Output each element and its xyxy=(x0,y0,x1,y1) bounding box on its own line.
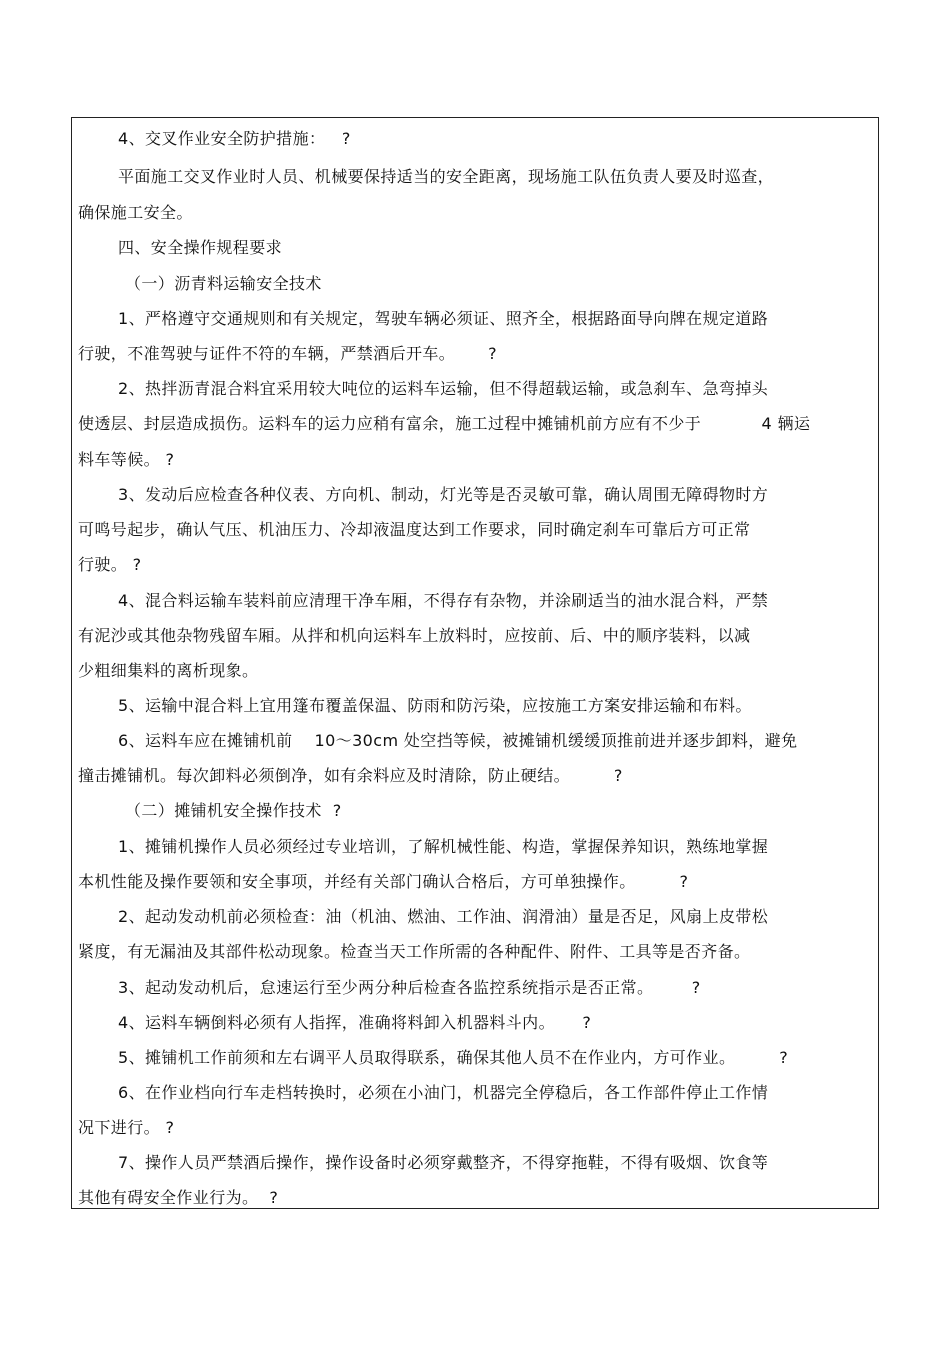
paragraph-line: 行驶。 ? xyxy=(78,555,142,574)
paragraph-line: 4、运料车辆倒料必须有人指挥，准确将料卸入机器料斗内。 ? xyxy=(118,1013,592,1032)
paragraph-line: 1、严格遵守交通规则和有关规定，驾驶车辆必须证、照齐全，根据路面导向牌在规定道路 xyxy=(118,309,769,328)
paragraph-line: 2、起动发动机前必须检查：油（机油、燃油、工作油、润滑油）量是否足，风扇上皮带松 xyxy=(118,907,769,926)
paragraph-line: 本机性能及操作要领和安全事项，并经有关部门确认合格后，方可单独操作。 ? xyxy=(78,872,689,891)
paragraph-line: 撞击摊铺机。每次卸料必须倒净，如有余料应及时清除，防止硬结。 ? xyxy=(78,766,623,785)
paragraph-line: 可鸣号起步，确认气压、机油压力、冷却液温度达到工作要求，同时确定刹车可靠后方可正常 xyxy=(78,520,751,539)
paragraph-line: 使透层、封层造成损伤。运料车的运力应稍有富余，施工过程中摊铺机前方应有不少于 4 辆运 xyxy=(78,414,811,433)
paragraph-line: 6、运料车应在摊铺机前 10～30cm 处空挡等候，被摊铺机缓缓顶推前进并逐步卸料，避免 xyxy=(118,731,798,750)
paragraph-line: 平面施工交叉作业时人员、机械要保持适当的安全距离，现场施工队伍负责人要及时巡查， xyxy=(118,167,775,186)
paragraph-line: 3、起动发动机后，怠速运行至少两分种后检查各监控系统指示是否正常。 ? xyxy=(118,978,701,997)
subsection-heading-transport: （一）沥青料运输安全技术 xyxy=(125,274,322,293)
paragraph-line: 有泥沙或其他杂物残留车厢。从拌和机向运料车上放料时，应按前、后、中的顺序装料，以减 xyxy=(78,626,751,645)
paragraph-line: 5、摊铺机工作前须和左右调平人员取得联系，确保其他人员不在作业内，方可作业。 ? xyxy=(118,1048,789,1067)
paragraph-line: 7、操作人员严禁酒后操作，操作设备时必须穿戴整齐，不得穿拖鞋，不得有吸烟、饮食等 xyxy=(118,1153,769,1172)
paragraph-line: 3、发动后应检查各种仪表、方向机、制动，灯光等是否灵敏可靠，确认周围无障碍物时方 xyxy=(118,485,769,504)
paragraph-line: 况下进行。 ? xyxy=(78,1118,175,1137)
paragraph-line: 确保施工安全。 xyxy=(78,203,193,222)
paragraph-line: 6、在作业档向行车走档转换时，必须在小油门，机器完全停稳后，各工作部件停止工作情 xyxy=(118,1083,769,1102)
subsection-heading-paver: （二）摊铺机安全操作技术 ? xyxy=(125,801,342,820)
paragraph-line: 5、运输中混合料上宜用篷布覆盖保温、防雨和防污染，应按施工方案安排运输和布料。 xyxy=(118,696,752,715)
item-cross-work-heading: 4、交叉作业安全防护措施： ? xyxy=(118,129,351,148)
paragraph-line: 行驶，不准驾驶与证件不符的车辆，严禁酒后开车。 ? xyxy=(78,344,498,363)
paragraph-line: 其他有碍安全作业行为。 ? xyxy=(78,1188,279,1207)
paragraph-line: 4、混合料运输车装料前应清理干净车厢，不得存有杂物，并涂刷适当的油水混合料，严禁 xyxy=(118,591,769,610)
paragraph-line: 少粗细集料的离析现象。 xyxy=(78,661,259,680)
paragraph-line: 1、摊铺机操作人员必须经过专业培训，了解机械性能、构造，掌握保养知识，熟练地掌握 xyxy=(118,837,769,856)
paragraph-line: 2、热拌沥青混合料宜采用较大吨位的运料车运输，但不得超载运输，或急刹车、急弯掉头 xyxy=(118,379,769,398)
paragraph-line: 紧度，有无漏油及其部件松动现象。检查当天工作所需的各种配件、附件、工具等是否齐备。 xyxy=(78,942,751,961)
paragraph-line: 料车等候。 ? xyxy=(78,450,175,469)
section-heading-safety-rules: 四、安全操作规程要求 xyxy=(118,238,283,257)
